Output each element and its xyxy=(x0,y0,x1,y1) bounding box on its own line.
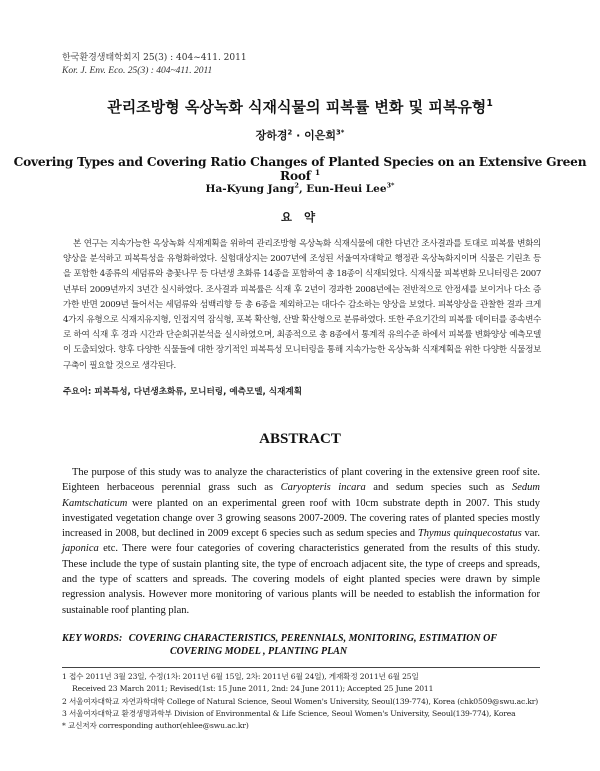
english-abstract-body xyxy=(62,465,540,618)
species-name: Sedum Kamtschaticum xyxy=(62,482,540,509)
author-en-1-mark: 2 xyxy=(294,181,299,190)
title-korean-footnote-mark: 1 xyxy=(486,98,493,109)
author-separator: · xyxy=(292,129,305,142)
author-ko-2: 이은희 xyxy=(304,129,337,142)
footnote-divider xyxy=(62,667,540,668)
footnote-1-english: Received 23 March 2011; Revised(1st: 15 June 2011, 2nd: 24 June 2011); Accepted 25 June 2011 xyxy=(72,684,434,694)
abstract-text-segment: etc. There were four categories of covering characteristics generated from the results of this study. These include the type of sustain planting site, the type of encroach adjacent site, the type of creeps and spreads, and the type of scatters and spreads. The covering models of eight planted species were drawn by simple regression analysis. However more monitoring of various plants will be needed to establish the information for sustainable roof planting plan. xyxy=(62,543,540,616)
korean-abstract-heading: 요 약 xyxy=(280,210,320,224)
korean-keywords: 주요어: 피복특성, 다년생초화류, 모니터링, 예측모델, 식재계획 xyxy=(63,387,302,397)
korean-abstract-body: 본 연구는 지속가능한 옥상녹화 식재계획을 위하여 관리조방형 옥상녹화 식재식물에 대한 다년간 조사결과를 토대로 피복률 변화의 양상을 분석하고 피복특성을 유형화하였다. 실험대상지는 2007년에 조성된 서울여자대학교 행정관 옥상녹화지이며 식물은 기린초 등을 포함한 4종류의 세덤류와 층꽃나무 등 다년생 초화류 14종을 포함하여 총 18종이 식재되었다. 식재식물 피복변화 모니터링은 2007년부터 2009년까지 3년간 실시하였다. 조사결과 피복률은 식재 후 2년이 경과한 2008년에는 전반적으로 안정세를 보이거나 다소 증가한 반면 2009년 들어서는 세덤류와 섬백리향 등 총 6종을 제외하고는 대다수 감소하는 양상을 보였다. 피복양상을 관찰한 결과 크게 4가지 유형으로 식재지유지형, 인접지역 잠식형, 포복 확산형, 산발 확산형으로 분류하였다. 또한 주요기간의 피복률 데이터를 종속변수로 하여 식재 후 경과 시간과 단순회귀분석을 실시하였으며, 최종적으로 총 8종에서 통계적 유의수준 하에서 피복률 변화양상 예측모델이 도출되었다. 향후 다양한 식물들에 대한 장기적인 피복특성 모니터링을 통해 지속가능한 옥상녹화 식재계획을 위한 다양한 식물정보 구축이 필요할 것으로 생각된다. xyxy=(63,239,541,371)
footnote-corresponding: * 교신저자 corresponding author(ehlee@swu.ac.kr) xyxy=(62,721,249,731)
keywords-line-2: COVERING MODEL , PLANTING PLAN xyxy=(170,646,348,657)
abstract-text-segment: var. xyxy=(521,528,540,540)
author-ko-2-mark: 3* xyxy=(336,128,345,137)
author-en-2-mark: 3* xyxy=(386,181,395,190)
footnote-3: 3 서울여자대학교 환경생명과학부 Division of Environmental & Life Science, Seoul Women's University, Seoul(139-774), Korea xyxy=(62,708,516,718)
abstract-text-segment: The purpose of this study was to analyze the characteristics of plant covering in the extensive green roof site. Eighteen herbaceous perennial grass such as xyxy=(62,467,540,494)
english-keywords xyxy=(62,632,540,658)
authors-korean xyxy=(0,127,600,143)
title-english-text: Covering Types and Covering Ratio Changes of Planted Species on an Extensive Green Roof xyxy=(13,155,587,183)
species-name: Caryopteris incara xyxy=(280,482,366,494)
title-korean-text: 관리조방형 옥상녹화 식재식물의 피복률 변화 및 피복유형 xyxy=(107,98,487,116)
footnotes xyxy=(62,671,547,732)
author-en-2: Eun-Heui Lee xyxy=(306,183,387,195)
title-english-footnote-mark: 1 xyxy=(314,167,320,177)
title-english xyxy=(0,155,600,183)
footnote-2: 2 서울여자대학교 자연과학대학 College of Natural Science, Seoul Women's University, Seoul(139-774), Korea (chk0509@swu.ac.kr) xyxy=(62,696,539,706)
author-en-1: Ha-Kyung Jang xyxy=(205,183,295,195)
keywords-line-1 xyxy=(62,632,540,645)
author-ko-1: 장하경 xyxy=(255,129,288,142)
species-name: japonica xyxy=(62,543,99,555)
abstract-heading: ABSTRACT xyxy=(259,431,341,447)
authors-english xyxy=(0,183,600,195)
author-en-separator: , xyxy=(298,183,307,195)
abstract-text-segment: were planted on an experimental green roof with 10cm substrate depth in 2007. This study investigated vegetation change over 3 growing seasons 2007-2009. The covering rates of planted species mostly increased in 2008, but declined in 2009 except 6 species such as sedum species and xyxy=(62,497,540,540)
abstract-text-segment: and sedum species such as xyxy=(365,482,512,494)
journal-citation-en: Kor. J. Env. Eco. 25(3) : 404~411. 2011 xyxy=(62,66,213,76)
title-korean xyxy=(0,96,600,117)
journal-citation-ko: 한국환경생태학회지 25(3) : 404~411. 2011 xyxy=(62,53,247,63)
journal-citation xyxy=(62,52,247,78)
keywords-label: KEY WORDS: xyxy=(62,633,123,644)
footnote-1: 1 접수 2011년 3월 23일, 수정(1차: 2011년 6월 15일, 2차: 2011년 6월 24일), 게재확정 2011년 6월 25일 xyxy=(62,672,419,681)
species-name: Thymus quinquecostatus xyxy=(417,528,522,540)
keywords-values-1: COVERING CHARACTERISTICS, PERENNIALS, MONITORING, ESTIMATION OF xyxy=(128,633,498,644)
author-ko-1-mark: 2 xyxy=(287,128,293,137)
